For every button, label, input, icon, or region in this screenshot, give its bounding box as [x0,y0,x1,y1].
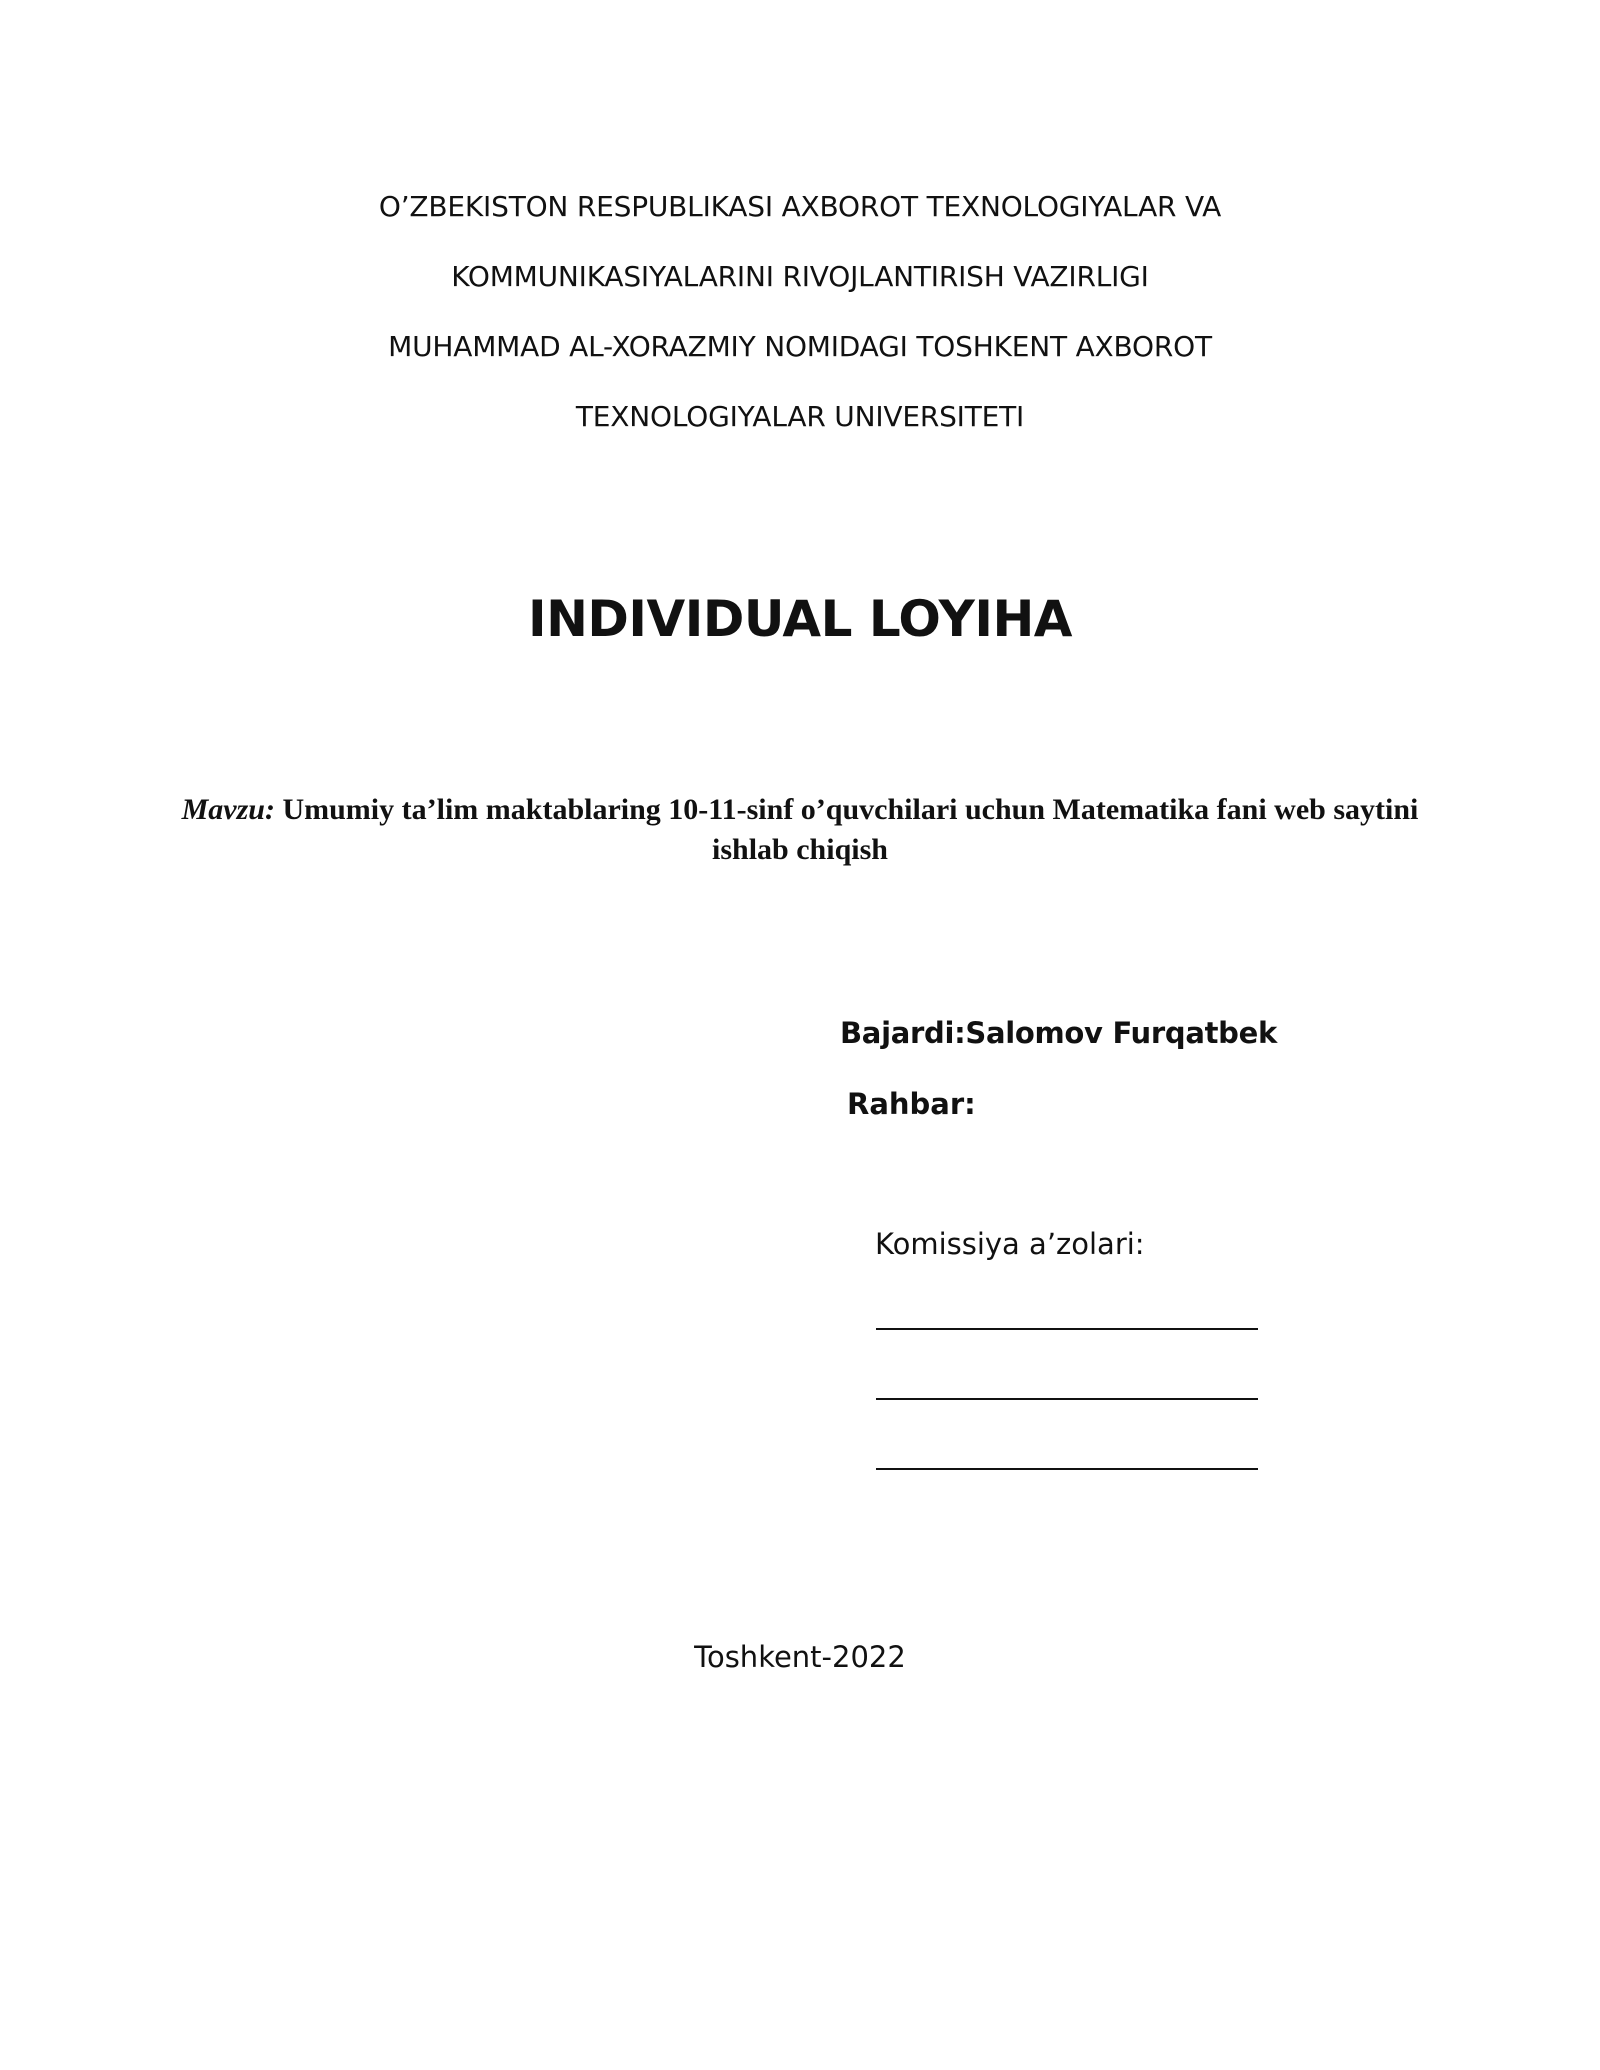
university-line-1: MUHAMMAD AL-XORAZMIY NOMIDAGI TOSHKENT AXBOROT [388,330,1212,363]
ministry-line-2: KOMMUNIKASIYALARINI RIVOJLANTIRISH VAZIRLIGI [451,260,1149,293]
city-year: Toshkent-2022 [694,1640,906,1674]
document-title: INDIVIDUAL LOYIHA [527,590,1073,648]
university-line-2: TEXNOLOGIYALAR UNIVERSITETI [575,400,1025,433]
ministry-line-1: O’ZBEKISTON RESPUBLIKASI AXBOROT TEXNOLOGIYALAR VA [378,190,1222,223]
signature-line-2 [876,1398,1258,1400]
supervisor-label: Rahbar: [847,1087,976,1121]
commission-label: Komissiya a’zolari: [875,1227,1145,1261]
signature-line-3 [876,1468,1258,1470]
topic-block [150,790,1450,870]
signature-line-1 [876,1328,1258,1330]
performer-label: Bajardi:Salomov Furqatbek [840,1016,1277,1050]
topic-label: Mavzu: [181,793,275,826]
topic-text: Umumiy ta’lim maktablaring 10-11-sinf o’quvchilari uchun Matematika fani web saytini ishlab chiqish [274,793,1419,866]
